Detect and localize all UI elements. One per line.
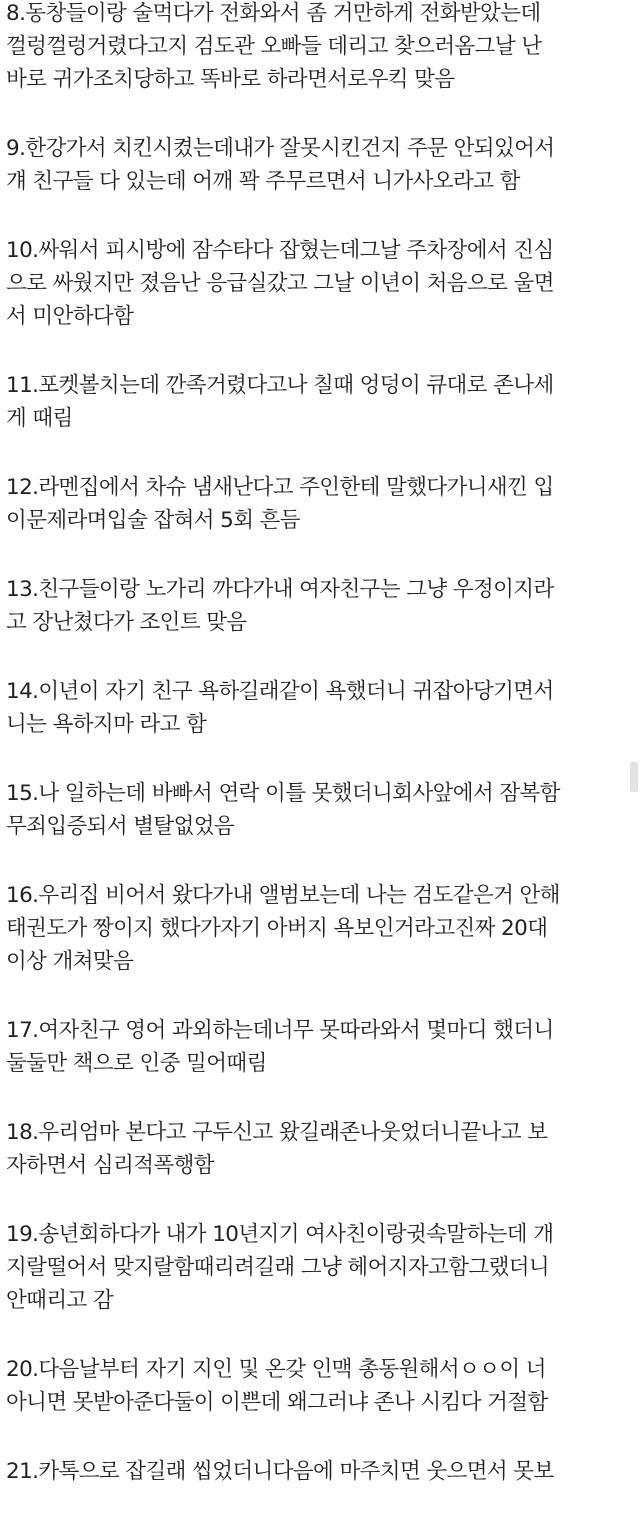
- text-line: 니는 욕하지마 라고 함: [6, 712, 207, 737]
- list-item: [6, 1353, 636, 1419]
- text-line: 21.카톡으로 잡길래 씹었더니다음에 마주치면 웃으면서 못보: [6, 1459, 554, 1484]
- text-line: 둘둘만 책으로 인중 밀어때림: [6, 1051, 267, 1076]
- text-line: 안때리고 감: [6, 1288, 114, 1313]
- text-line: 9.한강가서 치킨시켰는데내가 잘못시킨건지 주문 안되있어서: [6, 136, 555, 161]
- text-line: 12.라멘집에서 차슈 냄새난다고 주인한테 말했다가니새낀 입: [6, 475, 554, 500]
- list-item: [6, 879, 636, 978]
- text-line: 껄렁껄렁거렸다고지 검도관 오빠들 데리고 찾으러옴그날 난: [6, 34, 542, 59]
- text-line: 태권도가 짱이지 했다가자기 아버지 욕보인거라고진짜 20대: [6, 916, 548, 941]
- list-item: [6, 1116, 636, 1182]
- text-line: 지랄떨어서 맞지랄함때리려길래 그냥 헤어지자고함그랬더니: [6, 1255, 550, 1280]
- text-line: 게 때림: [6, 406, 73, 431]
- text-line: 13.친구들이랑 노가리 까다가내 여자친구는 그냥 우정이지라: [6, 577, 554, 602]
- text-line: 으로 싸웠지만 졌음난 응급실갔고 그날 이년이 처음으로 울면: [6, 271, 554, 296]
- list-item: [6, 1218, 636, 1317]
- text-line: 10.싸워서 피시방에 잠수타다 잡혔는데그날 주차장에서 진심: [6, 238, 554, 263]
- list-item: [6, 777, 636, 843]
- text-line: 14.이년이 자기 친구 욕하길래같이 욕했더니 귀잡아당기면서: [6, 679, 554, 704]
- text-line: 18.우리엄마 본다고 구두신고 왔길래존나웃었더니끝나고 보: [6, 1120, 548, 1145]
- list-item: [6, 1455, 636, 1488]
- text-line: 15.나 일하는데 바빠서 연락 이틀 못했더니회사앞에서 잠복함: [6, 781, 560, 806]
- text-line: 20.다음날부터 자기 지인 및 온갖 인맥 총동원해서ㅇㅇ이 너: [6, 1357, 546, 1382]
- text-line: 바로 귀가조치당하고 똑바로 하라면서로우킥 맞음: [6, 67, 455, 92]
- list-item: [6, 234, 636, 333]
- list-item: [6, 573, 636, 639]
- list-item: [6, 675, 636, 741]
- text-line: 무죄입증되서 별탈없었음: [6, 814, 235, 839]
- text-line: 11.포켓볼치는데 깐족거렸다고나 칠때 엉덩이 큐대로 존나세: [6, 373, 554, 398]
- list-item: [6, 132, 636, 198]
- scroll-indicator[interactable]: [630, 762, 638, 792]
- text-line: 8.동창들이랑 술먹다가 전화와서 좀 거만하게 전화받았는데: [6, 1, 541, 26]
- list-item: [6, 369, 636, 435]
- text-line: 서 미안하다함: [6, 304, 134, 329]
- list-item: [6, 0, 636, 96]
- text-line: 이문제라며입술 잡혀서 5회 흔듬: [6, 508, 300, 533]
- list-item: [6, 1014, 636, 1080]
- text-line: 19.송년회하다가 내가 10년지기 여사친이랑귓속말하는데 개: [6, 1222, 554, 1247]
- text-line: 자하면서 심리적폭행함: [6, 1153, 214, 1178]
- text-line: 아니면 못받아준다둘이 이쁜데 왜그러냐 존나 시킴다 거절함: [6, 1390, 548, 1415]
- text-line: 이상 개쳐맞음: [6, 949, 134, 974]
- text-line: 17.여자친구 영어 과외하는데너무 못따라와서 몇마디 했더니: [6, 1018, 554, 1043]
- text-line: 고 장난쳤다가 조인트 맞음: [6, 610, 247, 635]
- post-body: [6, 0, 636, 1524]
- text-line: 16.우리집 비어서 왔다가내 앨범보는데 나는 검도같은거 안해: [6, 883, 560, 908]
- text-line: 걔 친구들 다 있는데 어깨 꽉 주무르면서 니가사오라고 함: [6, 169, 520, 194]
- list-item: [6, 471, 636, 537]
